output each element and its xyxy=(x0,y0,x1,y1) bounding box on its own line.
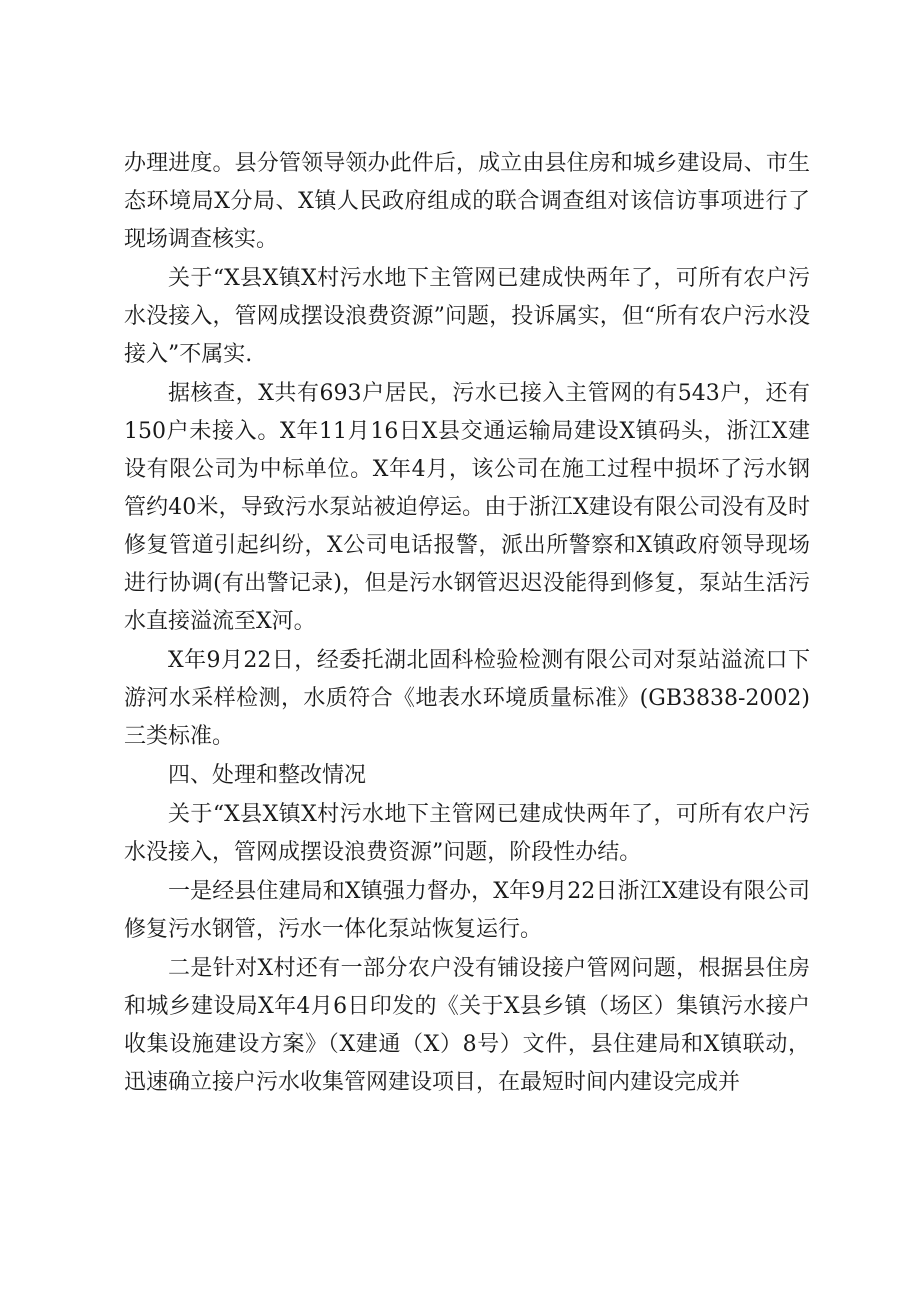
paragraph-progress: 办理进度。县分管领导领办此件后，成立由县住房和城乡建设局、市生态环境局X分局、X镇人民政府组成的联合调查组对该信访事项进行了现场调查核实。 xyxy=(124,151,810,252)
paragraph-verification: 据核查，X共有693户居民，污水已接入主管网的有543户，还有150户未接入。X年11月16日X县交通运输局建设X镇码头，浙江X建设有限公司为中标单位。X年4月，该公司在施工过程中损坏了污水钢管约40米，导致污水泵站被迫停运。由于浙江X建设有限公司没有及时修复管道引起纠纷，X公司电话报警，派出所警察和X镇政府领导现场进行协调(有出警记录)，但是污水钢管迟迟没能得到修复，泵站生活污水直接溢流至X河。 xyxy=(124,381,810,634)
paragraph-measure-one: 一是经县住建局和X镇强力督办，X年9月22日浙江X建设有限公司修复污水钢管，污水一体化泵站恢复运行。 xyxy=(124,879,810,942)
paragraph-stage-conclusion: 关于“X县X镇X村污水地下主管网已建成快两年了，可所有农户污水没接入，管网成摆设浪费资源”问题，阶段性办结。 xyxy=(124,802,810,865)
paragraph-measure-two: 二是针对X村还有一部分农户没有铺设接户管网问题，根据县住房和城乡建设局X年4月6日印发的《关于X县乡镇（场区）集镇污水接户收集设施建设方案》（X建通（X）8号）文件，县住建局和X镇联动，迅速确立接户污水收集管网建设项目，在最短时间内建设完成并 xyxy=(124,956,810,1095)
section-heading-handling: 四、处理和整改情况 xyxy=(168,763,367,788)
document-body xyxy=(124,145,810,1103)
paragraph-complaint-finding: 关于“X县X镇X村污水地下主管网已建成快两年了，可所有农户污水没接入，管网成摆设浪费资源”问题，投诉属实，但“所有农户污水没接入”不属实. xyxy=(124,266,810,367)
paragraph-water-test: X年9月22日，经委托湖北固科检验检测有限公司对泵站溢流口下游河水采样检测，水质符合《地表水环境质量标准》(GB3838-2002)三类标准。 xyxy=(124,648,810,749)
